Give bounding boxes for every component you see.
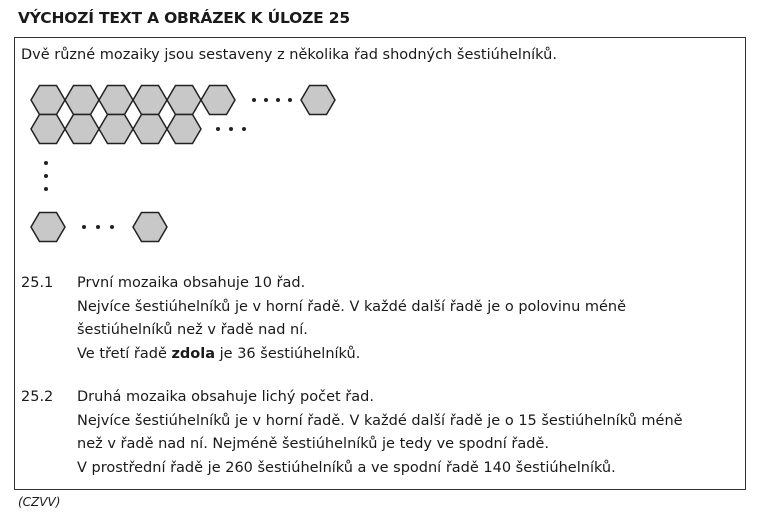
task-line: Druhá mozaika obsahuje lichý počet řad. bbox=[77, 389, 374, 405]
hexagon bbox=[65, 86, 99, 115]
hexagon bbox=[167, 86, 201, 115]
dot bbox=[276, 98, 280, 102]
hexagon bbox=[201, 86, 235, 115]
hexagon bbox=[31, 213, 65, 242]
task-line: šestiúhelníků než v řadě nad ní. bbox=[77, 322, 308, 338]
source-note: (CZVV) bbox=[18, 495, 61, 509]
dot bbox=[96, 225, 100, 229]
task-line bbox=[77, 343, 626, 367]
dot bbox=[44, 174, 48, 178]
dot bbox=[264, 98, 268, 102]
dot bbox=[252, 98, 256, 102]
dot bbox=[44, 187, 48, 191]
task-line: Nejvíce šestiúhelníků je v horní řadě. V každé další řadě je o polovinu méně bbox=[77, 298, 627, 315]
hexagon bbox=[65, 115, 99, 144]
task-text bbox=[77, 272, 626, 366]
task-line: Nejvíce šestiúhelníků je v horní řadě. V každé další řadě je o 15 šestiúhelníků méně bbox=[77, 412, 683, 429]
task-line: První mozaika obsahuje 10 řad. bbox=[77, 275, 306, 291]
dot bbox=[44, 161, 48, 165]
task-line: než v řadě nad ní. Nejméně šestiúhelníků je tedy ve spodní řadě. bbox=[77, 436, 549, 452]
text-span: je 36 šestiúhelníků. bbox=[215, 345, 361, 362]
dot bbox=[110, 225, 114, 229]
task-text bbox=[77, 386, 683, 480]
dot bbox=[82, 225, 86, 229]
dot bbox=[216, 127, 220, 131]
emphasis-zdola: zdola bbox=[171, 345, 216, 362]
hexagon bbox=[133, 115, 167, 144]
hexagon bbox=[31, 86, 65, 115]
dot bbox=[288, 98, 292, 102]
dot bbox=[242, 127, 246, 131]
task-number: 25.1 bbox=[21, 275, 54, 291]
task-line: V prostřední řadě je 260 šestiúhelníků a ve spodní řadě 140 šestiúhelníků. bbox=[77, 459, 616, 476]
hexagon bbox=[99, 115, 133, 144]
intro-text: Dvě různé mozaiky jsou sestaveny z několika řad shodných šestiúhelníků. bbox=[21, 47, 557, 63]
hexagon bbox=[167, 115, 201, 144]
hexagon-group bbox=[31, 86, 335, 242]
hexagon bbox=[301, 86, 335, 115]
hexagon bbox=[133, 86, 167, 115]
hexagon bbox=[99, 86, 133, 115]
task-heading: VÝCHOZÍ TEXT A OBRÁZEK K ÚLOZE 25 bbox=[18, 9, 350, 27]
dot bbox=[229, 127, 233, 131]
text-span: Ve třetí řadě bbox=[77, 345, 172, 362]
hexagon bbox=[133, 213, 167, 242]
task-number: 25.2 bbox=[21, 389, 54, 405]
hexagon bbox=[31, 115, 65, 144]
